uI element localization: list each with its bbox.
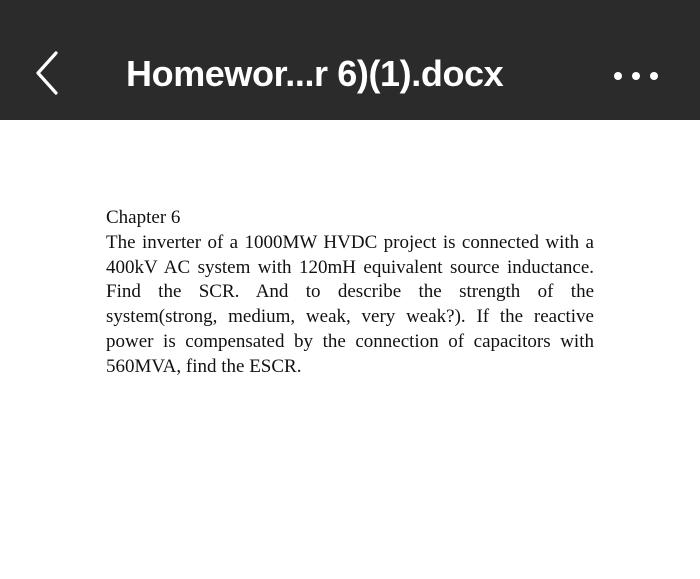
chapter-heading: Chapter 6	[106, 207, 181, 228]
back-button[interactable]	[24, 46, 68, 100]
more-horizontal-icon	[632, 72, 640, 80]
document-title: Homewor...r 6)(1).docx	[126, 53, 504, 94]
more-options-button[interactable]	[606, 60, 666, 90]
problem-paragraph: The inverter of a 1000MW HVDC project is connected with a 400kV AC system with 120mH equivalent source inductance. Find the SCR. And to describe the strength of the system(strong, medium, weak, very weak?). If the reactive power is compensated by the connection of capacitors with 560MVA, find the ESCR.	[106, 231, 594, 377]
chevron-left-icon	[34, 50, 60, 96]
more-horizontal-icon	[650, 72, 658, 80]
document-page	[0, 120, 700, 579]
more-horizontal-icon	[614, 72, 622, 80]
document-body	[106, 206, 594, 380]
top-navigation-bar	[0, 0, 700, 120]
